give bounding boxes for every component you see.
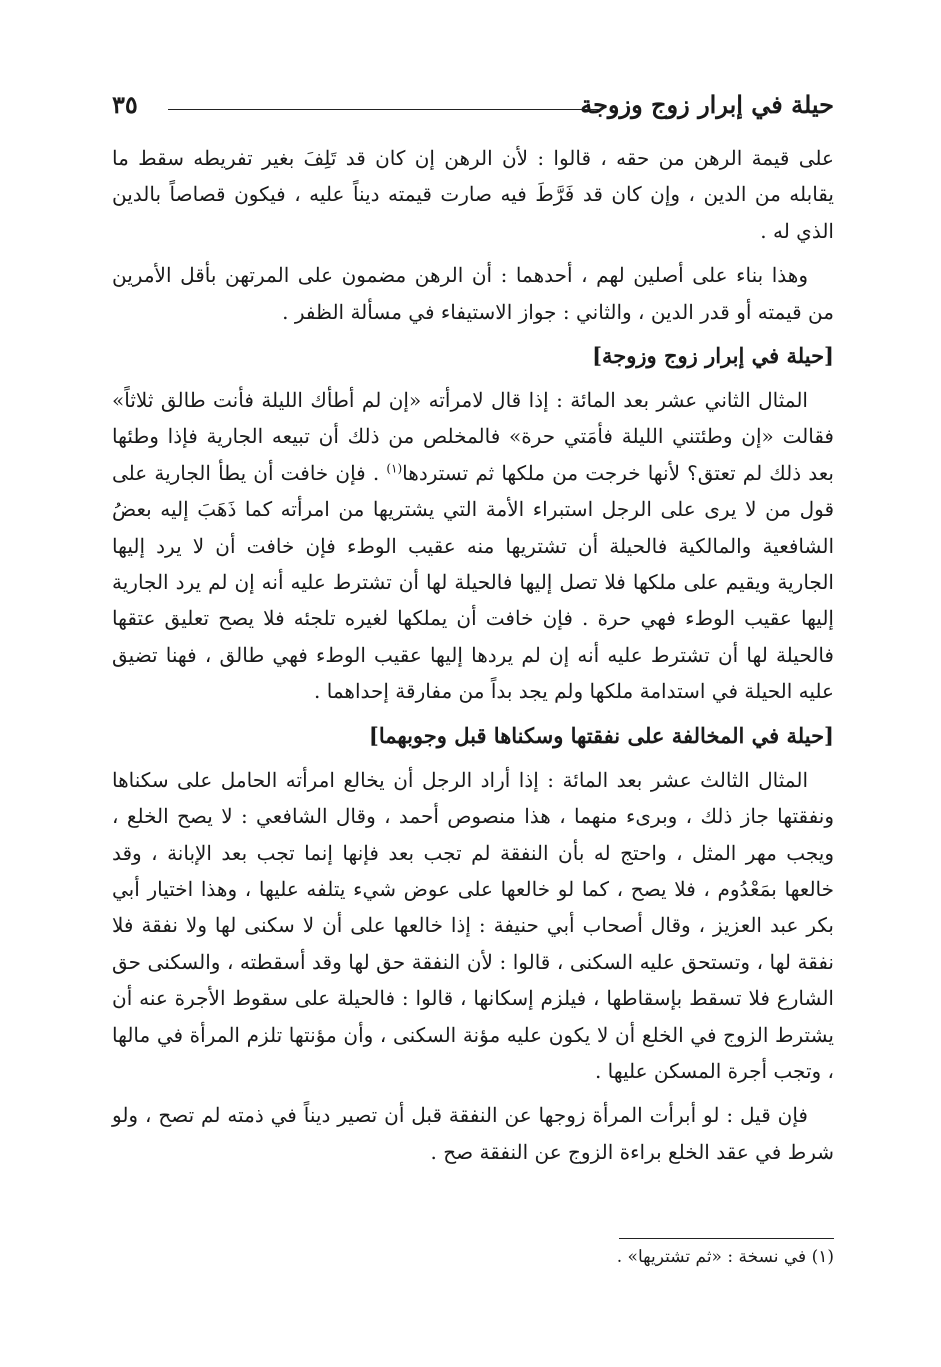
running-header <box>112 88 834 128</box>
paragraph-example-113: المثال الثالث عشر بعد المائة : إذا أراد الرجل أن يخالع امرأته الحامل على سكناها ونفقتها جاز ذلك ، وبرىء منهما ، هذا منصوص أحمد ، وقال الشافعي : لا يصح الخلع ، ويجب مهر المثل ، واحتج له بأن النفقة لم تجب بعد فإنها إنما تجب بعد الإبانة ، وقد خالعها بمَعْدُوم ، فلا يصح ، كما لو خالعها على عوض شيء يتلفه عليها ، وهذا اختيار أبي بكر عبد العزيز ، وقال أصحاب أبي حنيفة : إذا خالعها على أن لا سكنى لها ولا نفقة فلا نفقة لها ، وتستحق عليه السكنى ، قالوا : لأن النفقة حق لها وقد أسقطته ، والسكنى حق الشارع فلا تسقط بإسقاطها ، فيلزم إسكانها ، قالوا : فالحيلة على سقوط الأجرة عنه أن يشترط الزوج في الخلع أن لا يكون عليه مؤنة السكنى ، وأن مؤنتها تلزم المرأة في مالها ، وتجب أجرة المسكن عليها . <box>112 767 835 1083</box>
paragraph-example-112-part2: . فإن خافت أن يطأ الجارية على قول من لا يرى على الرجل استبراء الأمة التي يشتريها من امرأته كما ذَهَبَ إليه بعضُ الشافعية والمالكية فالحيلة أن تشتريها منه عقيب الوطء فإن خافت أن لا يرد إليها الجارية ويقيم على ملكها فلا تصل إليها فالحيلة لها أن تشترط عليه أنه إن لم يرد الجارية إليها عقيب الوطء فهي حرة . فإن خافت أن يملكها لغيره تلجئه فلا يصح تعليق عتقها فالحيلة لها أن تشترط عليه أنه إن لم يردها إليها عقيب الوطء فهي طالق ، فهنا تضيق عليه الحيلة في استدامة ملكها ولم يجد بداً من مفارقة إحداهما . <box>112 460 834 704</box>
page-number: ٣٥ <box>112 90 138 119</box>
header-rule <box>168 109 602 110</box>
section-heading-khul: [حيلة في المخالفة على نفقتها وسكناها قبل وجوبهما] <box>368 722 834 748</box>
paragraph-example-112 <box>112 382 834 710</box>
paragraph-example-112-part1: المثال الثاني عشر بعد المائة : إذا قال لامرأته «إن لم أطأك الليلة فأنت طالق ثلاثاً» فقالت «إن وطئتني الليلة فأمَتي حرة» فالمخلص من ذلك أن تبيعه الجارية فإذا وطئها بعد ذلك لم تعتق؟ لأنها خرجت من ملكها ثم تستردها <box>112 388 834 485</box>
footnote-rule <box>619 1238 834 1239</box>
footnotes-area <box>112 1238 834 1271</box>
running-title: حيلة في إبرار زوج وزوجة <box>580 90 834 119</box>
paragraph-two-principles: وهذا بناء على أصلين لهم ، أحدهما : أن الرهن مضمون على المرتهن بأقل الأمرين من قيمته أو قدر الدين ، والثاني : جواز الاستيفاء في مسألة الظفر . <box>112 263 834 324</box>
paragraph-objection: فإن قيل : لو أبرأت المرأة زوجها عن النفقة قبل أن تصير ديناً في ذمته لم تصح ، ولو شرط في عقد الخلع براءة الزوج عن النفقة صح . <box>112 1103 834 1164</box>
footnote-1: (١) في نسخة : «ثم تشتريها» . <box>616 1247 834 1267</box>
footnote-reference[interactable]: (١) <box>386 461 403 476</box>
page-body <box>112 140 834 1178</box>
section-heading-ibrar: [حيلة في إبرار زوج وزوجة] <box>592 343 834 369</box>
paragraph-rahn-continuation: على قيمة الرهن من حقه ، قالوا : لأن الرهن إن كان قد تَلِفَ بغير تفريطه سقط ما يقابله من الدين ، وإن كان قد فَرَّطَ فيه صارت قيمته ديناً عليه ، فيكون قصاصاً بالدين الذي له . <box>112 146 834 243</box>
